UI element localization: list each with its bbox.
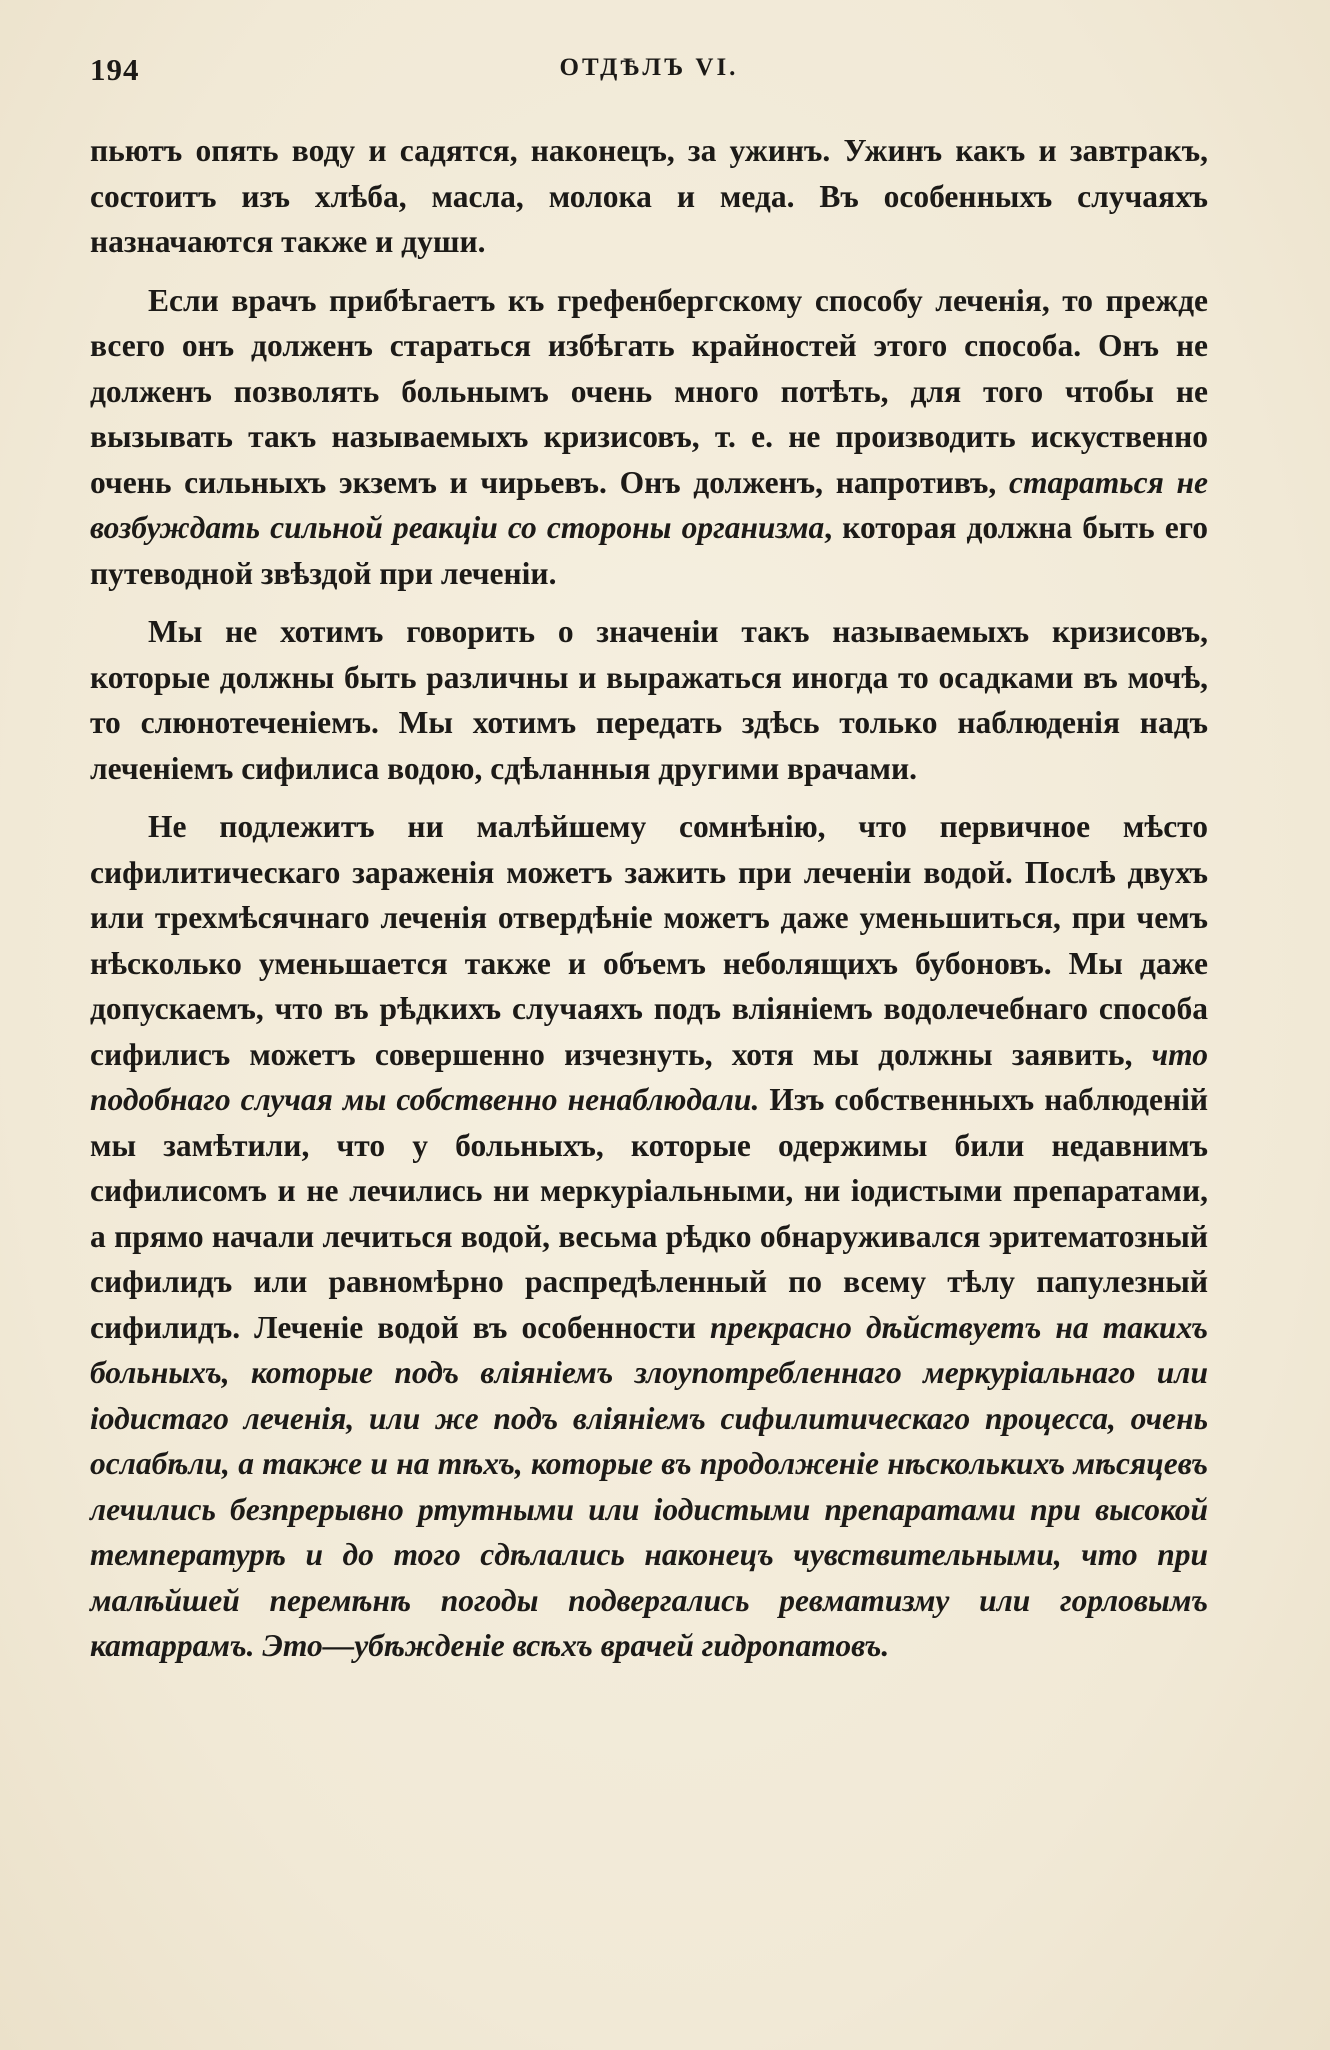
text-run: Если врачъ прибѣгаетъ къ грефенбергскому способу леченія, то прежде всего онъ долженъ стараться избѣгать крайностей этого способа. Онъ не долженъ позволять больнымъ очень много потѣть, для того чтобы не вызывать такъ называемыхъ кризисовъ, т. е. не производить искуственно очень сильныхъ экземъ и чирьевъ. Онъ долженъ, напротивъ, (90, 282, 1208, 500)
page-header (90, 52, 1208, 92)
text-run: , которая должна быть его путеводной звѣздой при леченіи. (90, 510, 1208, 591)
paragraph-3 (90, 609, 1208, 791)
paragraph-2 (90, 278, 1208, 597)
text-run: Не подлежитъ ни малѣйшему сомнѣнію, что первичное мѣсто сифилитическаго зараженія можетъ зажить при леченіи водой. Послѣ двухъ или трехмѣсячнаго леченія отвердѣніе можетъ даже уменьшиться, при чемъ нѣсколько уменьшается также и объемъ неболящихъ бубоновъ. Мы даже допускаемъ, что въ рѣдкихъ случаяхъ подъ вліяніемъ водолечебнаго способа сифилисъ можетъ совершенно изчезнуть, хотя мы должны заявить, (90, 809, 1208, 1072)
text-run: Изъ собственныхъ наблюденій мы замѣтили, что у больныхъ, которые одержимы били недавнимъ сифилисомъ и не лечились ни меркуріальными, ни іодистыми препаратами, а прямо начали лечиться водой, весьма рѣдко обнаруживался эритематозный сифилидъ или равномѣрно распредѣленный по всему тѣлу папулезный сифилидъ. Леченіе водой въ особенности (90, 1082, 1209, 1345)
paragraph-4 (90, 804, 1208, 1669)
italic-text-run: прекрасно дѣйствуетъ на такихъ больныхъ, которые подъ вліяніемъ злоупотребленнаго меркуріальнаго или іодистаго леченія, или же подъ вліяніемъ сифилитическаго процесса, очень ослабѣли, а также и на тѣхъ, которые въ продолженіе нѣсколькихъ мѣсяцевъ лечились безпрерывно ртутными или іодистыми препаратами при высокой температурѣ и до того сдѣлались наконецъ чувствительными, что при малѣйшей перемѣнѣ погоды подвергались ревматизму или горловымъ катаррамъ. Это—убѣжденіе всѣхъ врачей гидропатовъ. (90, 1309, 1208, 1663)
page-number: 194 (90, 52, 140, 87)
running-head: ОТДѢЛЪ VI. (559, 54, 739, 81)
paragraph-1 (90, 128, 1208, 265)
italic-text-run: что подобнаго случая мы собственно ненаблюдали. (90, 1036, 1208, 1117)
text-run: пьютъ опять воду и садятся, наконецъ, за ужинъ. Ужинъ какъ и завтракъ, состоитъ изъ хлѣба, масла, молока и меда. Въ особенныхъ случаяхъ назначаются также и души. (90, 133, 1208, 259)
text-run: Мы не хотимъ говорить о значеніи такъ называемыхъ кризисовъ, которые должны быть различны и выражаться иногда то осадками въ мочѣ, то слюнотеченіемъ. Мы хотимъ передать здѣсь только наблюденія надъ леченіемъ сифилиса водою, сдѣланныя другими врачами. (90, 614, 1208, 786)
body-text (90, 128, 1208, 1682)
italic-text-run: стараться не возбуждать сильной реакціи со стороны организма (90, 464, 1209, 545)
